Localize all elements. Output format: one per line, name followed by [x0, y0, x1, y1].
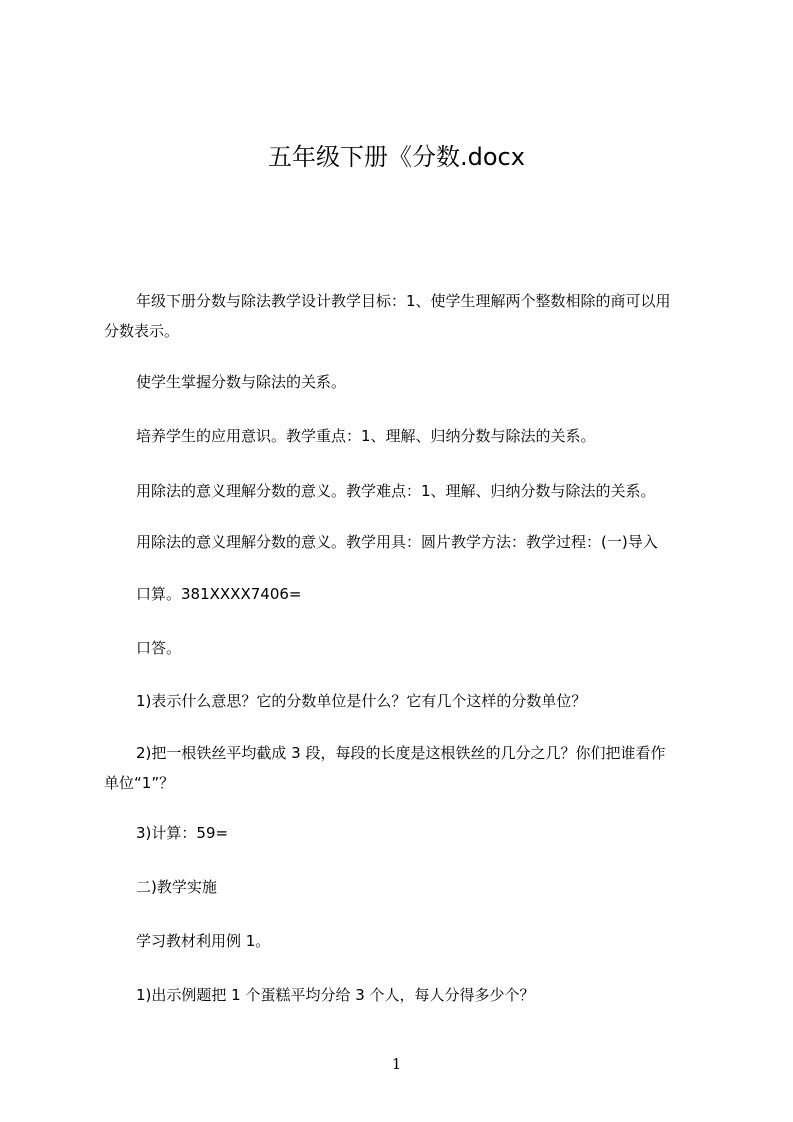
paragraph — [136, 980, 746, 1010]
paragraph — [136, 527, 746, 557]
paragraph — [136, 872, 746, 902]
paragraph — [136, 686, 746, 716]
paragraph-objectives — [104, 286, 714, 346]
paragraph — [136, 926, 746, 956]
paragraph-line: 二)教学实施 — [136, 878, 217, 896]
paragraph-line: 2)把一根铁丝平均截成 3 段，每段的长度是这根铁丝的几分之几？你们把谁看作 — [136, 744, 666, 762]
paragraph — [104, 738, 714, 798]
paragraph-line: 年级下册分数与除法教学设计教学目标：1、使学生理解两个整数相除的商可以用 — [136, 292, 671, 310]
paragraph-line: 单位“1”？ — [104, 774, 175, 792]
paragraph-line: 口答。 — [136, 639, 182, 657]
document-title: 五年级下册《分数.docx — [268, 143, 525, 171]
paragraph-line: 学习教材利用例 1。 — [136, 932, 271, 950]
paragraph — [136, 476, 746, 506]
page-number: 1 — [391, 1055, 402, 1073]
paragraph — [136, 421, 746, 451]
paragraph-line: 用除法的意义理解分数的意义。教学用具：圆片教学方法：教学过程：(一)导入 — [136, 533, 658, 551]
paragraph-line: 使学生掌握分数与除法的关系。 — [136, 373, 347, 391]
paragraph-line: 分数表示。 — [104, 322, 180, 340]
paragraph — [136, 579, 746, 609]
paragraph-line: 3)计算：59= — [136, 824, 229, 842]
paragraph-line: 口算。381XXXX7406= — [136, 585, 302, 603]
paragraph-line: 1)表示什么意思？它的分数单位是什么？它有几个这样的分数单位？ — [136, 692, 587, 710]
paragraph — [136, 633, 746, 663]
paragraph — [136, 818, 746, 848]
paragraph-line: 用除法的意义理解分数的意义。教学难点：1、理解、归纳分数与除法的关系。 — [136, 482, 656, 500]
paragraph — [136, 367, 746, 397]
paragraph-line: 1)出示例题把 1 个蛋糕平均分给 3 个人，每人分得多少个？ — [136, 986, 535, 1004]
paragraph-line: 培养学生的应用意识。教学重点：1、理解、归纳分数与除法的关系。 — [136, 427, 596, 445]
